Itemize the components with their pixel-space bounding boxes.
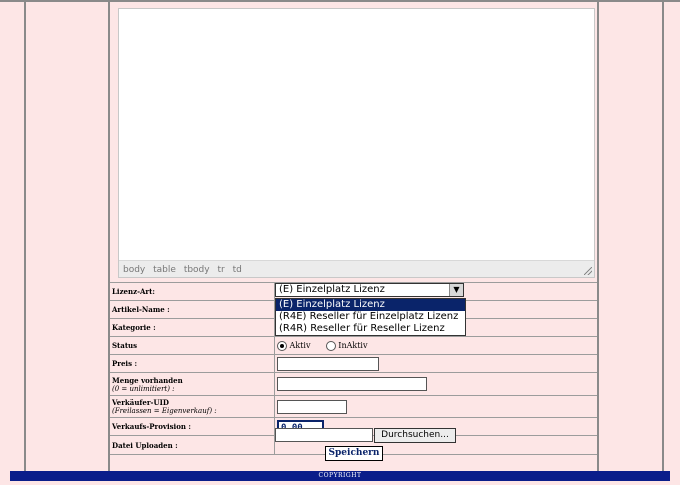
file-upload-label: Datei Uploaden :	[110, 436, 275, 455]
license-type-dropdown	[275, 298, 466, 336]
commission-label: Verkaufs-Provision :	[110, 418, 275, 436]
top-border	[0, 0, 680, 2]
path-item-body[interactable]: body	[123, 265, 146, 275]
frame-line-right-inner	[597, 0, 599, 471]
file-upload-input[interactable]	[275, 428, 373, 442]
price-label: Preis :	[110, 355, 275, 373]
path-item-table[interactable]: table	[153, 265, 176, 275]
path-item-td[interactable]: td	[232, 265, 242, 275]
license-option-e[interactable]: (E) Einzelplatz Lizenz	[276, 299, 465, 311]
frame-line-left-outer	[24, 0, 26, 471]
editor-path-bar	[119, 260, 594, 277]
status-active-label: Aktiv	[289, 340, 311, 350]
status-inactive-label: InAktiv	[338, 340, 368, 350]
license-type-selected: (E) Einzelplatz Lizenz	[279, 284, 385, 295]
stock-input[interactable]	[277, 377, 427, 391]
path-item-tbody[interactable]: tbody	[183, 265, 210, 275]
license-type-label: Lizenz-Art:	[110, 283, 275, 301]
chevron-down-icon[interactable]: ▼	[449, 284, 463, 296]
path-item-tr[interactable]: tr	[217, 265, 225, 275]
status-radio-group	[275, 337, 598, 355]
seller-uid-label: Verkäufer-UID	[112, 398, 169, 407]
resize-grip-icon[interactable]	[584, 267, 592, 275]
stock-sublabel: (0 = unlimitiert) :	[112, 384, 175, 393]
seller-uid-sublabel: (Freilassen = Eigenverkauf) :	[112, 407, 217, 415]
license-option-r4r[interactable]: (R4R) Reseller für Reseller Lizenz	[279, 323, 445, 334]
stock-label: Menge vorhanden	[112, 375, 183, 385]
seller-uid-input[interactable]	[277, 400, 347, 414]
rich-text-editor[interactable]	[118, 8, 595, 278]
status-label: Status	[110, 337, 275, 355]
license-type-select[interactable]	[275, 283, 464, 297]
browse-button[interactable]: Durchsuchen...	[374, 428, 456, 443]
license-option-r4e[interactable]: (R4E) Reseller für Einzelplatz Lizenz	[279, 311, 459, 322]
article-name-label: Artikel-Name :	[110, 301, 275, 319]
category-label: Kategorie :	[110, 319, 275, 337]
price-input[interactable]	[277, 357, 379, 371]
save-button[interactable]: Speichern	[325, 446, 383, 461]
copyright-bar: COPYRIGHT	[10, 471, 670, 481]
frame-line-right-outer	[662, 0, 664, 471]
status-active-radio[interactable]	[277, 341, 287, 351]
status-inactive-radio[interactable]	[326, 341, 336, 351]
